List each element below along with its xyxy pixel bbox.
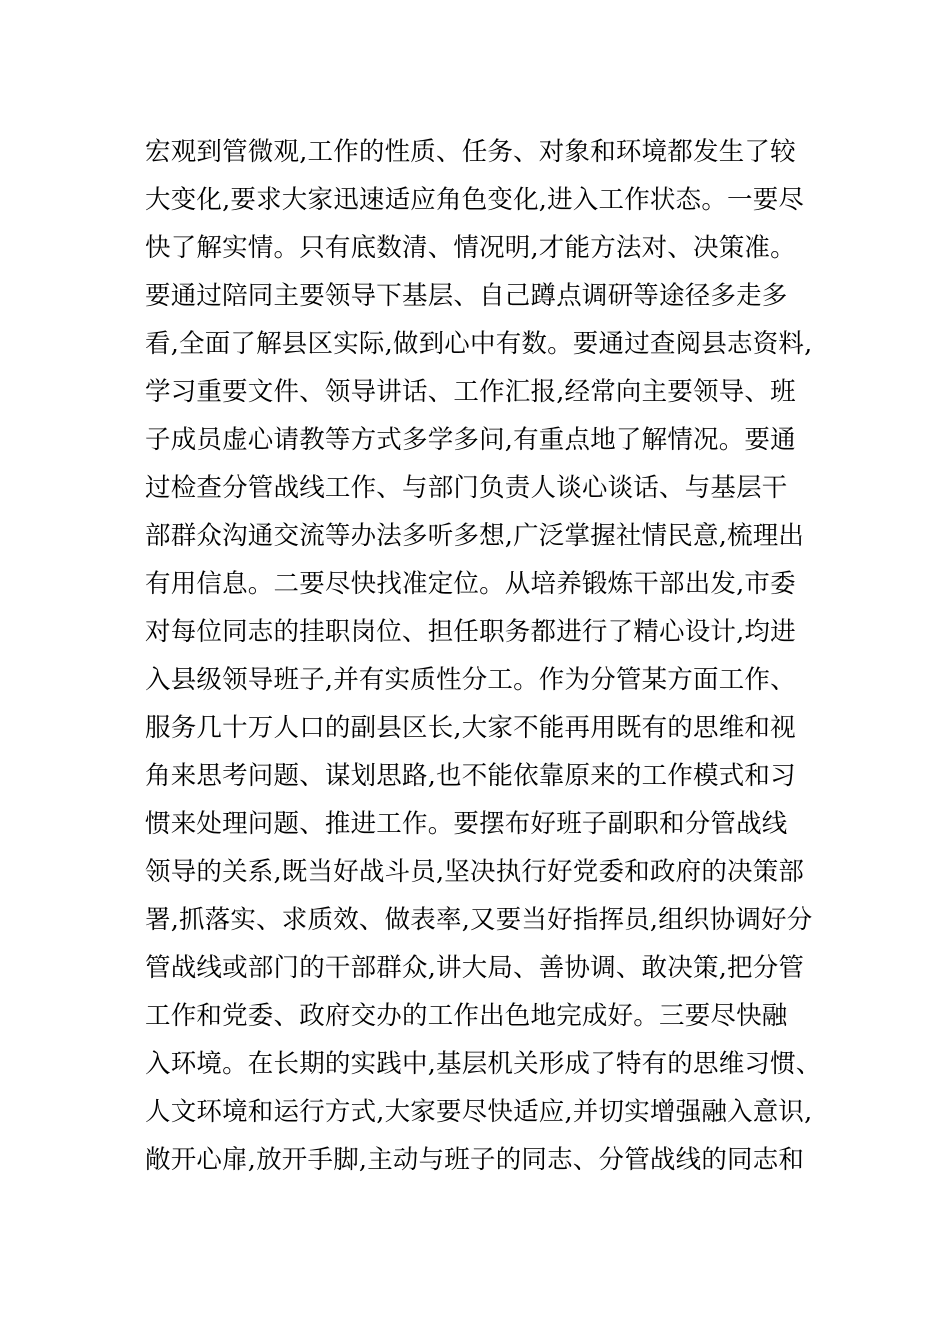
text-line: 领导的关系,既当好战斗员,坚决执行好党委和政府的决策部: [145, 857, 805, 887]
text-line: 有用信息。二要尽快找准定位。从培养锻炼干部出发,市委: [145, 569, 796, 599]
text-line: 管战线或部门的干部群众,讲大局、善协调、敢决策,把分管: [145, 953, 805, 983]
text-line: 要通过陪同主要领导下基层、自己蹲点调研等途径多走多: [145, 281, 788, 311]
text-line: 服务几十万人口的副县区长,大家不能再用既有的思维和视: [145, 713, 796, 743]
text-line: 人文环境和运行方式,大家要尽快适应,并切实增强融入意识,: [145, 1097, 813, 1127]
text-line: 子成员虚心请教等方式多学多问,有重点地了解情况。要通: [145, 425, 796, 455]
text-line: 工作和党委、政府交办的工作出色地完成好。三要尽快融: [145, 1001, 788, 1031]
text-line: 角来思考问题、谋划思路,也不能依靠原来的工作模式和习: [145, 761, 796, 791]
text-line: 宏观到管微观,工作的性质、任务、对象和环境都发生了较: [145, 137, 796, 167]
text-line: 大变化,要求大家迅速适应角色变化,进入工作状态。一要尽: [145, 185, 805, 215]
text-line: 部群众沟通交流等办法多听多想,广泛掌握社情民意,梳理出: [145, 521, 805, 551]
body-text: [145, 128, 822, 1184]
text-line: 看,全面了解县区实际,做到心中有数。要通过查阅县志资料,: [145, 329, 813, 359]
text-line: 学习重要文件、领导讲话、工作汇报,经常向主要领导、班: [145, 377, 796, 407]
text-line: 敞开心扉,放开手脚,主动与班子的同志、分管战线的同志和: [145, 1145, 805, 1175]
text-line: 惯来处理问题、推进工作。要摆布好班子副职和分管战线: [145, 809, 788, 839]
text-line: 快了解实情。只有底数清、情况明,才能方法对、决策准。: [145, 233, 796, 263]
text-line: 署,抓落实、求质效、做表率,又要当好指挥员,组织协调好分: [145, 905, 813, 935]
text-line: 过检查分管战线工作、与部门负责人谈心谈话、与基层干: [145, 473, 788, 503]
text-line: 入县级领导班子,并有实质性分工。作为分管某方面工作、: [145, 665, 796, 695]
text-line: 入环境。在长期的实践中,基层机关形成了特有的思维习惯、: [145, 1049, 822, 1079]
text-line: 对每位同志的挂职岗位、担任职务都进行了精心设计,均进: [145, 617, 796, 647]
